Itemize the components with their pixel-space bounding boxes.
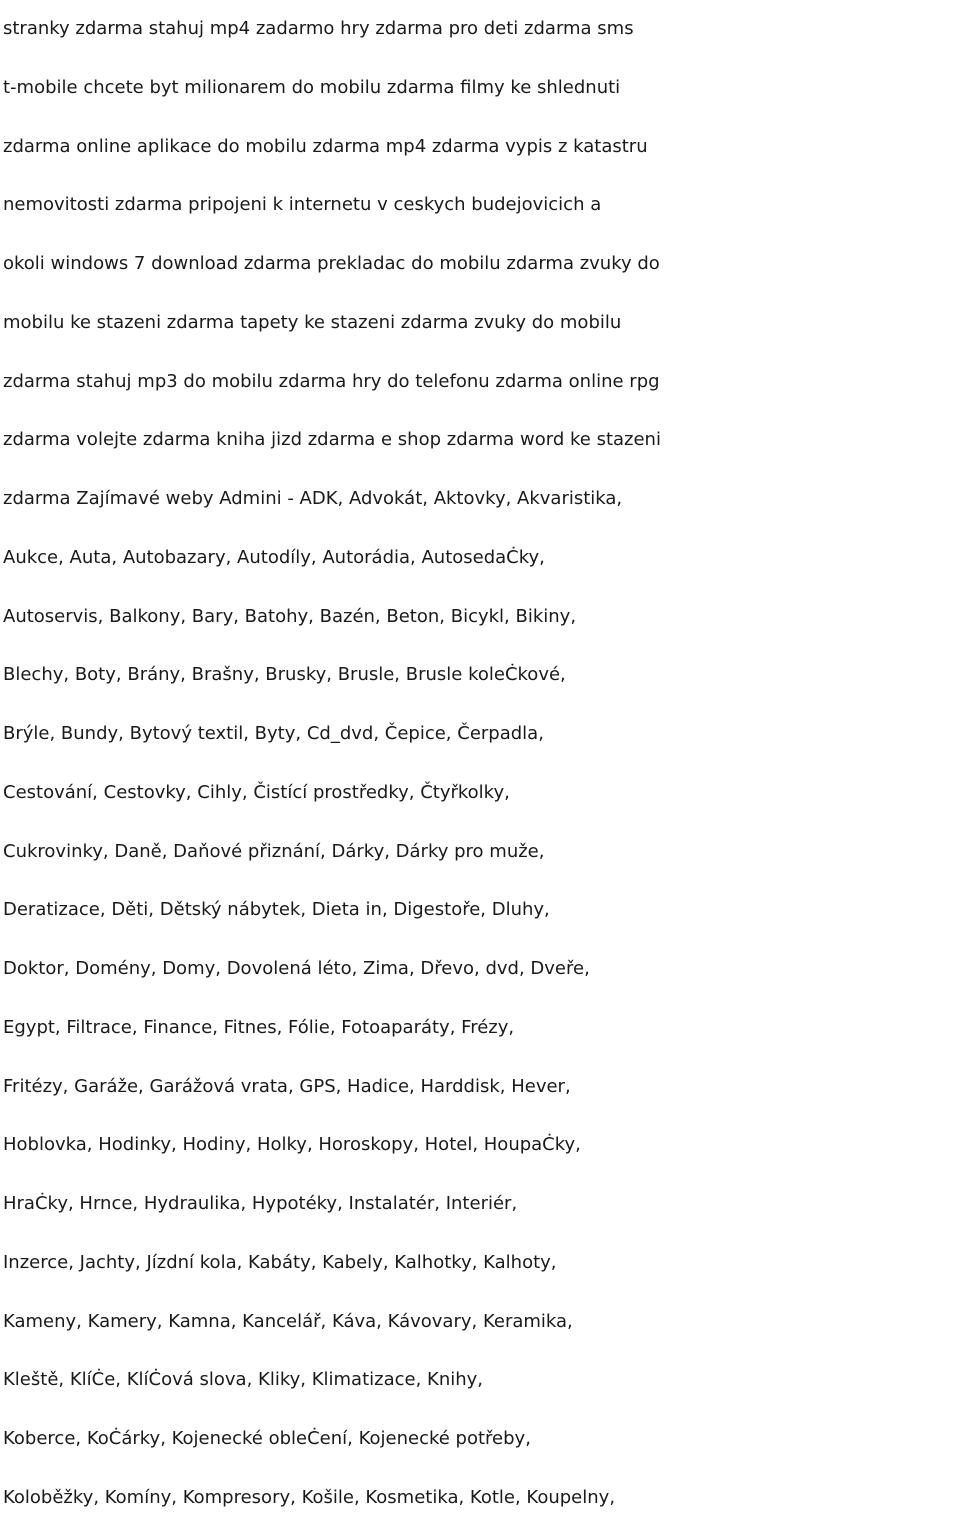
document-body: [3, 0, 960, 1528]
text-line: Fritézy, Garáže, Garážová vrata, GPS, Hadice, Harddisk, Hever,: [3, 1075, 571, 1097]
text-line: mobilu ke stazeni zdarma tapety ke stazeni zdarma zvuky do mobilu: [3, 311, 622, 333]
text-line: stranky zdarma stahuj mp4 zadarmo hry zdarma pro deti zdarma sms: [3, 18, 634, 39]
text-line: Autoservis, Balkony, Bary, Batohy, Bazén, Beton, Bicykl, Bikiny,: [3, 605, 577, 627]
text-line: Cukrovinky, Daně, Daňové přiznání, Dárky, Dárky pro muže,: [3, 840, 545, 862]
text-line: zdarma Zajímavé weby Admini - ADK, Advokát, Aktovky, Akvaristika,: [3, 488, 623, 509]
text-line: Brýle, Bundy, Bytový textil, Byty, Cd_dvd, Čepice, Čerpadla,: [3, 723, 544, 744]
text-line: Doktor, Domény, Domy, Dovolená léto, Zima, Dřevo, dvd, Dveře,: [3, 958, 590, 979]
text-line: Egypt, Filtrace, Finance, Fitnes, Fólie, Fotoaparáty, Frézy,: [3, 1016, 515, 1038]
text-line: zdarma stahuj mp3 do mobilu zdarma hry do telefonu zdarma online rpg: [3, 370, 660, 392]
text-line: t-mobile chcete byt milionarem do mobilu zdarma filmy ke shlednuti: [3, 76, 621, 98]
text-line: Deratizace, Děti, Dětský nábytek, Dieta in, Digestoře, Dluhy,: [3, 899, 550, 921]
text-line: zdarma volejte zdarma kniha jizd zdarma e shop zdarma word ke stazeni: [3, 429, 661, 451]
text-line: Aukce, Auta, Autobazary, Autodíly, Autorádia, AutosedaĊky,: [3, 546, 545, 568]
text-line: Inzerce, Jachty, Jízdní kola, Kabáty, Kabely, Kalhotky, Kalhoty,: [3, 1251, 557, 1273]
text-line: Hoblovka, Hodinky, Hodiny, Holky, Horoskopy, Hotel, HoupaĊky,: [3, 1134, 581, 1156]
text-line: nemovitosti zdarma pripojeni k internetu v ceskych budejovicich a: [3, 194, 602, 216]
text-line: Kleště, KlíĊe, KlíĊová slova, Kliky, Klimatizace, Knihy,: [3, 1369, 484, 1391]
text-line: Blechy, Boty, Brány, Brašny, Brusky, Brusle, Brusle koleĊkové,: [3, 664, 566, 686]
text-line: Koloběžky, Komíny, Kompresory, Košile, Kosmetika, Kotle, Koupelny,: [3, 1486, 616, 1508]
text-line: Koberce, KoĊárky, Kojenecké obleĊení, Kojenecké potřeby,: [3, 1428, 531, 1449]
text-line: okoli windows 7 download zdarma prekladac do mobilu zdarma zvuky do: [3, 253, 660, 274]
text-line: Kameny, Kamery, Kamna, Kancelář, Káva, Kávovary, Keramika,: [3, 1310, 573, 1332]
text-line: Cestování, Cestovky, Cihly, Čistící prostředky, Čtyřkolky,: [3, 781, 510, 803]
text-line: HraĊky, Hrnce, Hydraulika, Hypotéky, Instalatér, Interiér,: [3, 1193, 518, 1214]
text-line: zdarma online aplikace do mobilu zdarma mp4 zdarma vypis z katastru: [3, 135, 648, 157]
